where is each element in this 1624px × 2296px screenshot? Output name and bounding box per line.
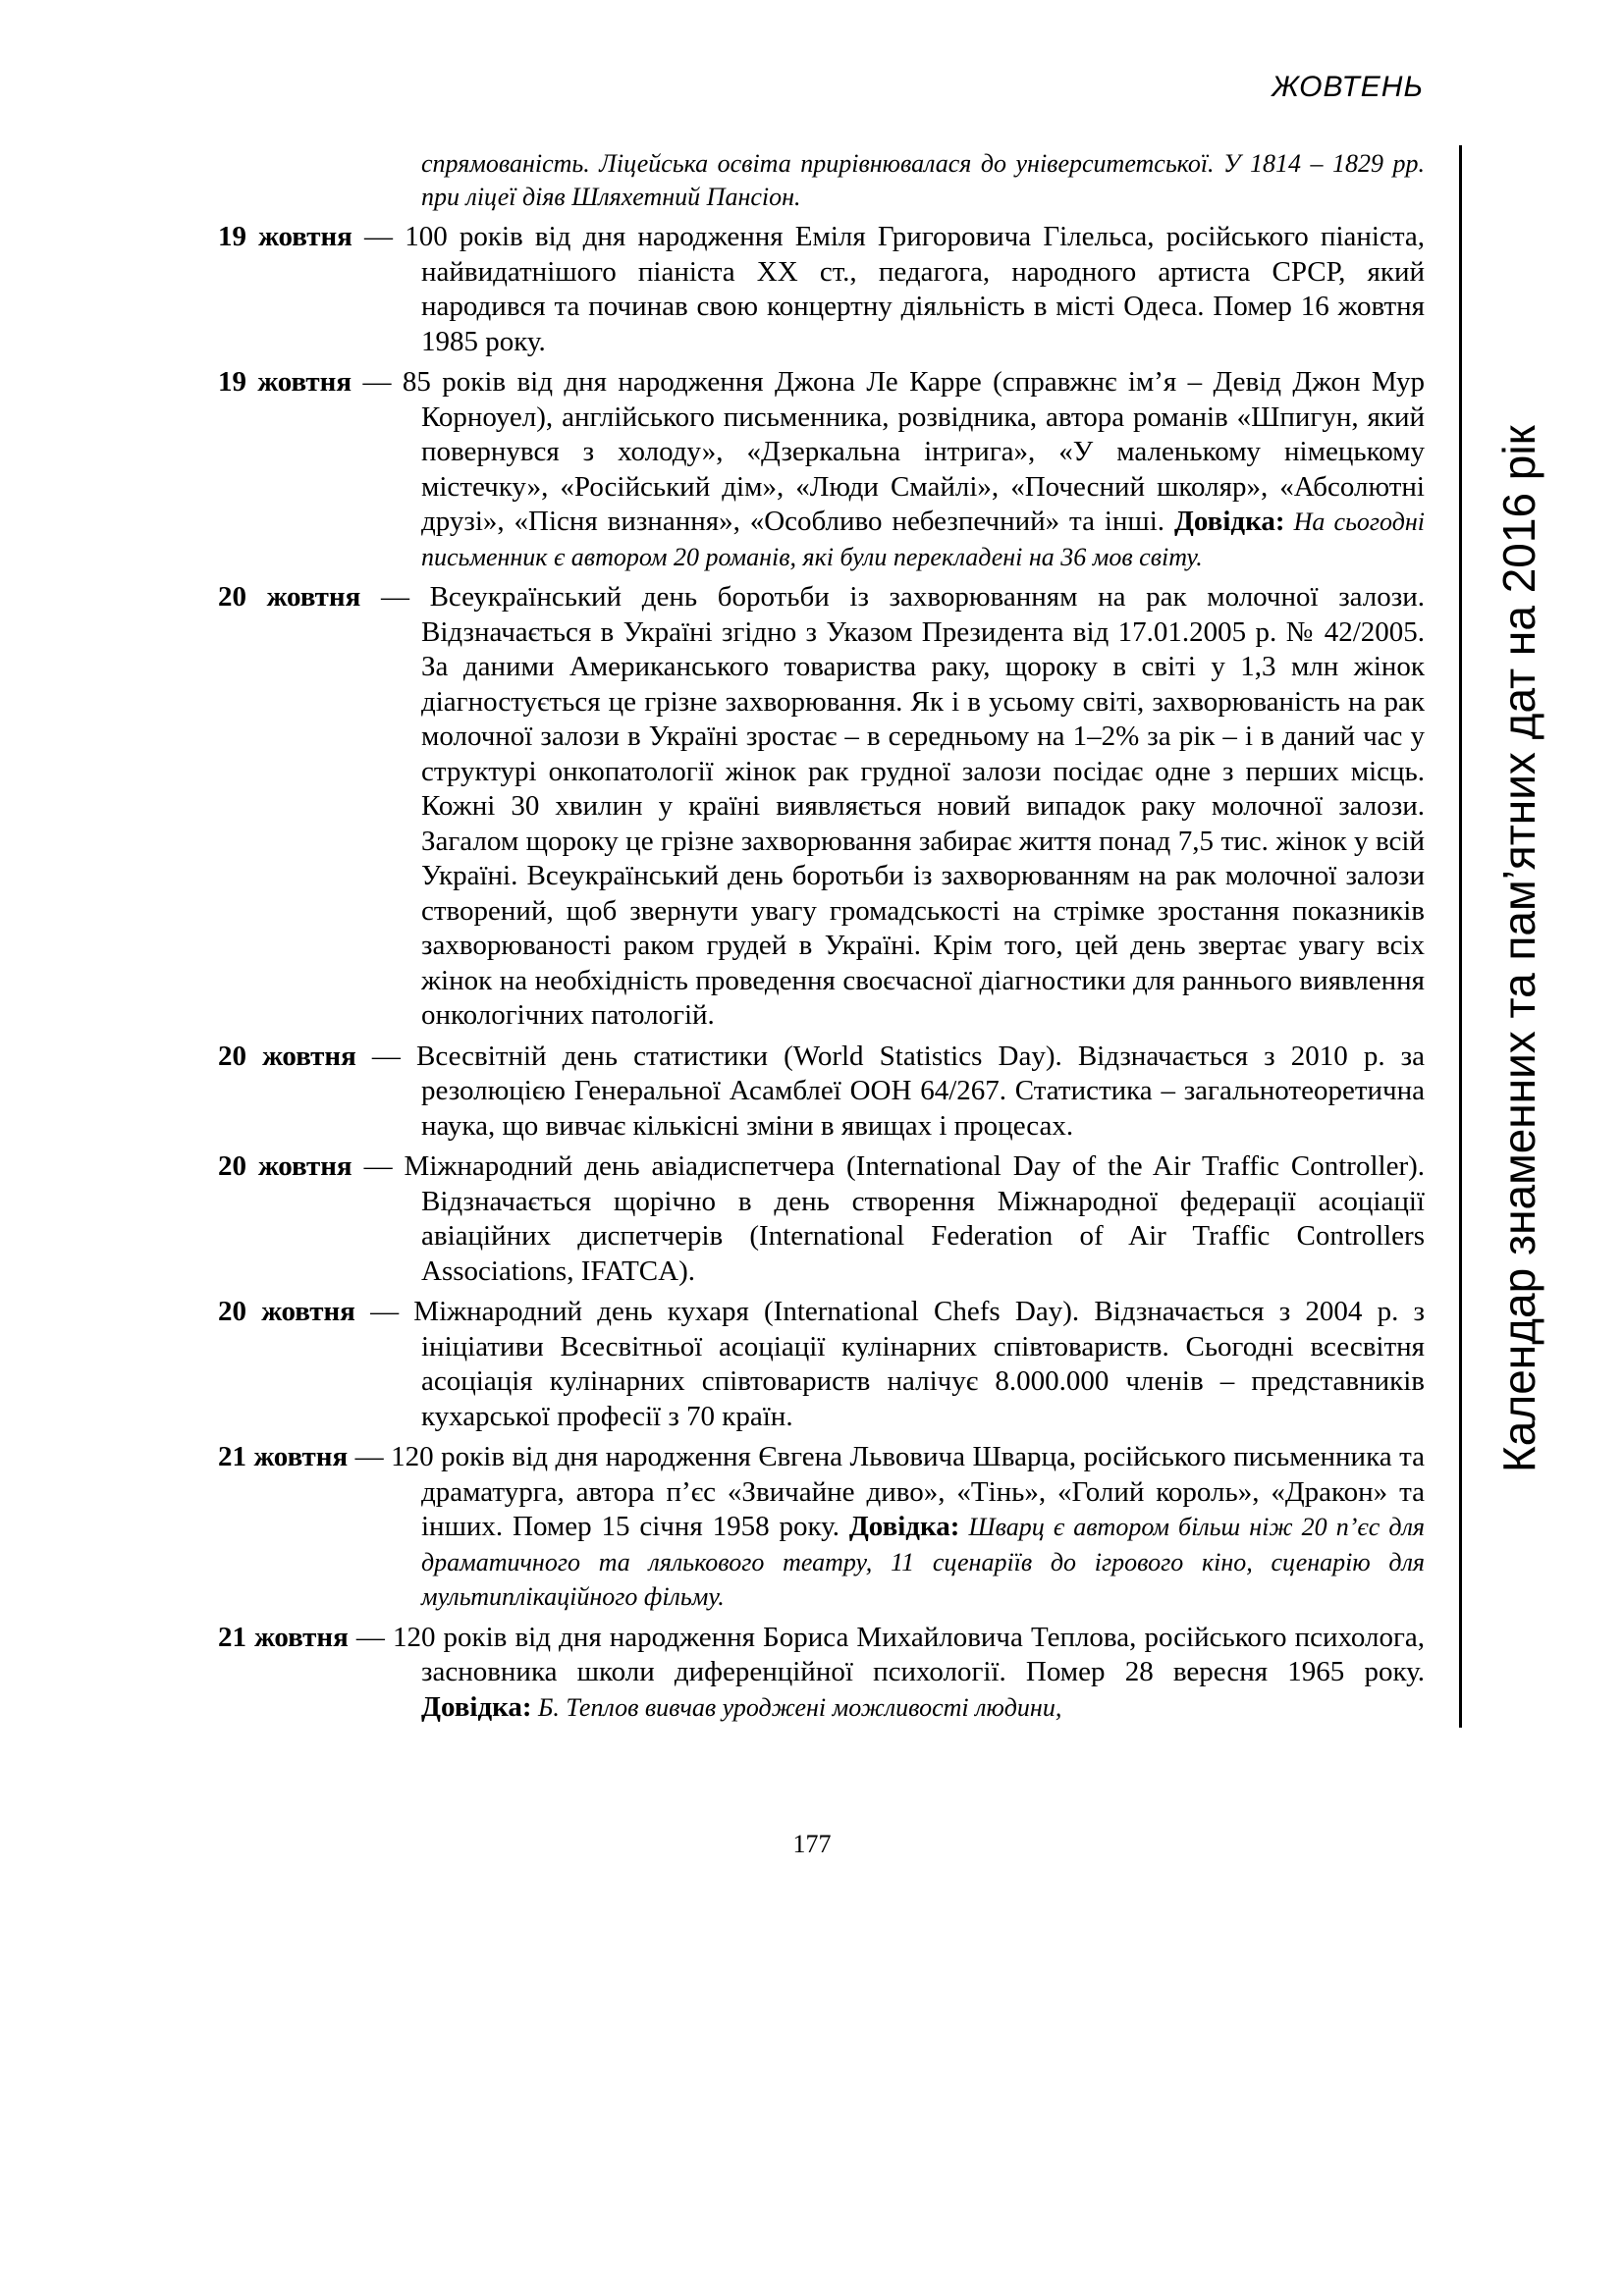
- entry-text: 120 років від дня народження Євгена Львовича Шварца, російського письменника та драматурга, автора п’єс «Звичайне диво», «Тінь», «Голий король», «Дракон» та інших. Помер 15 січня 1958 року.: [391, 1441, 1425, 1542]
- entry-date: 19 жовтня: [218, 366, 352, 398]
- calendar-entry: [218, 1040, 1425, 1145]
- entry-date: 20 жовтня: [218, 1150, 352, 1182]
- entry-text: 120 років від дня народження Бориса Михайловича Теплова, російського психолога, засновника школи диференційної психології. Помер 28 вересня 1965 року.: [392, 1621, 1426, 1687]
- entry-reference-note: На сьогодні письменник є автором 20 романів, які були перекладені на 36 мов світу.: [421, 507, 1425, 571]
- entry-dash: —: [352, 1150, 405, 1182]
- entry-text: Всеукраїнський день боротьби із захворюванням на рак молочної залози. Відзначається в Україні згідно з Указом Президента від 17.01.2005 р. № 42/2005. За даними Американського товариства раку, щороку в світі у 1,3 млн жінок діагностується це грізне захворювання. Як і в усьому світі, захворюваність на рак молочної залози в Україні зростає – в середньому на 1–2% за рік – і в даний час у структурі онкопатології жінок рак грудної залози посідає одне з перших місць. Кожні 30 хвилин у країні виявляється новий випадок раку молочної залози. Загалом щороку це грізне захворювання забирає життя понад 7,5 тис. жінок у всій Україні. Всеукраїнський день боротьби із захворюванням на рак молочної залози створений, щоб звернути увагу громадськості на стрімке зростання показників захворюваності раком грудей в Україні. Крім того, цей день звертає увагу всіх жінок на необхідність проведення своєчасної діагностики для раннього виявлення онкологічних патологій.: [421, 581, 1425, 1031]
- entry-dash: —: [355, 1040, 416, 1072]
- entry-date: 20 жовтня: [218, 1296, 355, 1327]
- entry-text: 85 років від дня народження Джона Ле Карре (справжнє ім’я – Девід Джон Мур Корноуел), англійського письменника, розвідника, автора романів «Шпигун, який повернувся з холоду», «Дзеркальна інтрига», «У маленькому німецькому містечку», «Російський дім», «Люди Смайлі», «Почесний школяр», «Абсолютні друзі», «Пісня визнання», «Особливо небезпечний» та інші.: [402, 366, 1425, 537]
- calendar-entry: [218, 1295, 1425, 1434]
- entry-date: 20 жовтня: [218, 581, 361, 613]
- entry-reference-note: Б. Теплов вивчав уроджені можливості людини,: [531, 1692, 1062, 1722]
- entry-date: 20 жовтня: [218, 1040, 356, 1072]
- entry-text: Міжнародний день кухаря (International Chefs Day). Відзначається з 2004 р. з ініціативи Всесвітньої асоціації кулінарних співтовариств. Сьогодні всесвітня асоціація кулінарних співтовариств налічує 8.000.000 членів – представників кухарської професії з 70 країн.: [413, 1296, 1425, 1432]
- calendar-entry: [218, 580, 1425, 1034]
- calendar-entry: [218, 220, 1425, 359]
- continued-text: спрямованість. Ліцейська освіта прирівнювалася до університетської. У 1814 – 1829 рр. при ліцеї діяв Шляхетний Пансіон.: [421, 149, 1425, 211]
- entry-text: 100 років від дня народження Еміля Григоровича Гілельса, російського піаніста, найвидатнішого піаніста ХХ ст., педагога, народного артиста СРСР, який народився та починав свою концертну діяльність в місті Одеса. Помер 16 жовтня 1985 року.: [405, 221, 1426, 357]
- entry-text: Міжнародний день авіадиспетчера (International Day of the Air Traffic Controller). Відзначається щорічно в день створення Міжнародної федерації асоціації авіаційних диспетчерів (International Federation of Air Traffic Controllers Associations, IFATCA).: [404, 1150, 1426, 1287]
- entry-dash: —: [360, 581, 430, 613]
- calendar-entry: [218, 1149, 1425, 1289]
- entry-date: 19 жовтня: [218, 221, 352, 252]
- entry-date: 21 жовтня: [218, 1621, 349, 1653]
- running-header-month: ЖОВТЕНЬ: [1272, 71, 1424, 103]
- entry-dash: —: [352, 221, 406, 252]
- calendar-content: [218, 147, 1425, 1731]
- entry-dash: —: [348, 1441, 392, 1472]
- calendar-entry: [218, 1621, 1425, 1726]
- entry-reference-label: Довідка:: [848, 1511, 960, 1542]
- entry-dash: —: [354, 1296, 414, 1327]
- calendar-entry: [218, 1440, 1425, 1615]
- entry-dash: —: [348, 1621, 393, 1653]
- page-number: 177: [792, 1830, 832, 1858]
- entry-dash: —: [352, 366, 403, 398]
- entry-date: 21 жовтня: [218, 1441, 349, 1472]
- side-vertical-rule: [1459, 145, 1462, 1728]
- entry-text: Всесвітній день статистики (World Statistics Day). Відзначається з 2010 р. за резолюцією Генеральної Асамблеї ООН 64/267. Статистика – загальнотеоретична наука, що вивчає кількісні зміни в явищах і процесах.: [416, 1040, 1426, 1142]
- side-book-title: Календар знаменних та пам’ятних дат на 2016 рік: [1493, 425, 1544, 1472]
- entry-reference-label: Довідка:: [421, 1690, 532, 1723]
- calendar-entry: [218, 365, 1425, 574]
- entry-reference-note: Шварц є автором більш ніж 20 п’єс для драматичного та лялькового театру, 11 сценаріїв до ігрового кіно, сценарію для мультиплікаційного фільму.: [421, 1513, 1425, 1611]
- entry-reference-label: Довідка:: [1173, 506, 1285, 537]
